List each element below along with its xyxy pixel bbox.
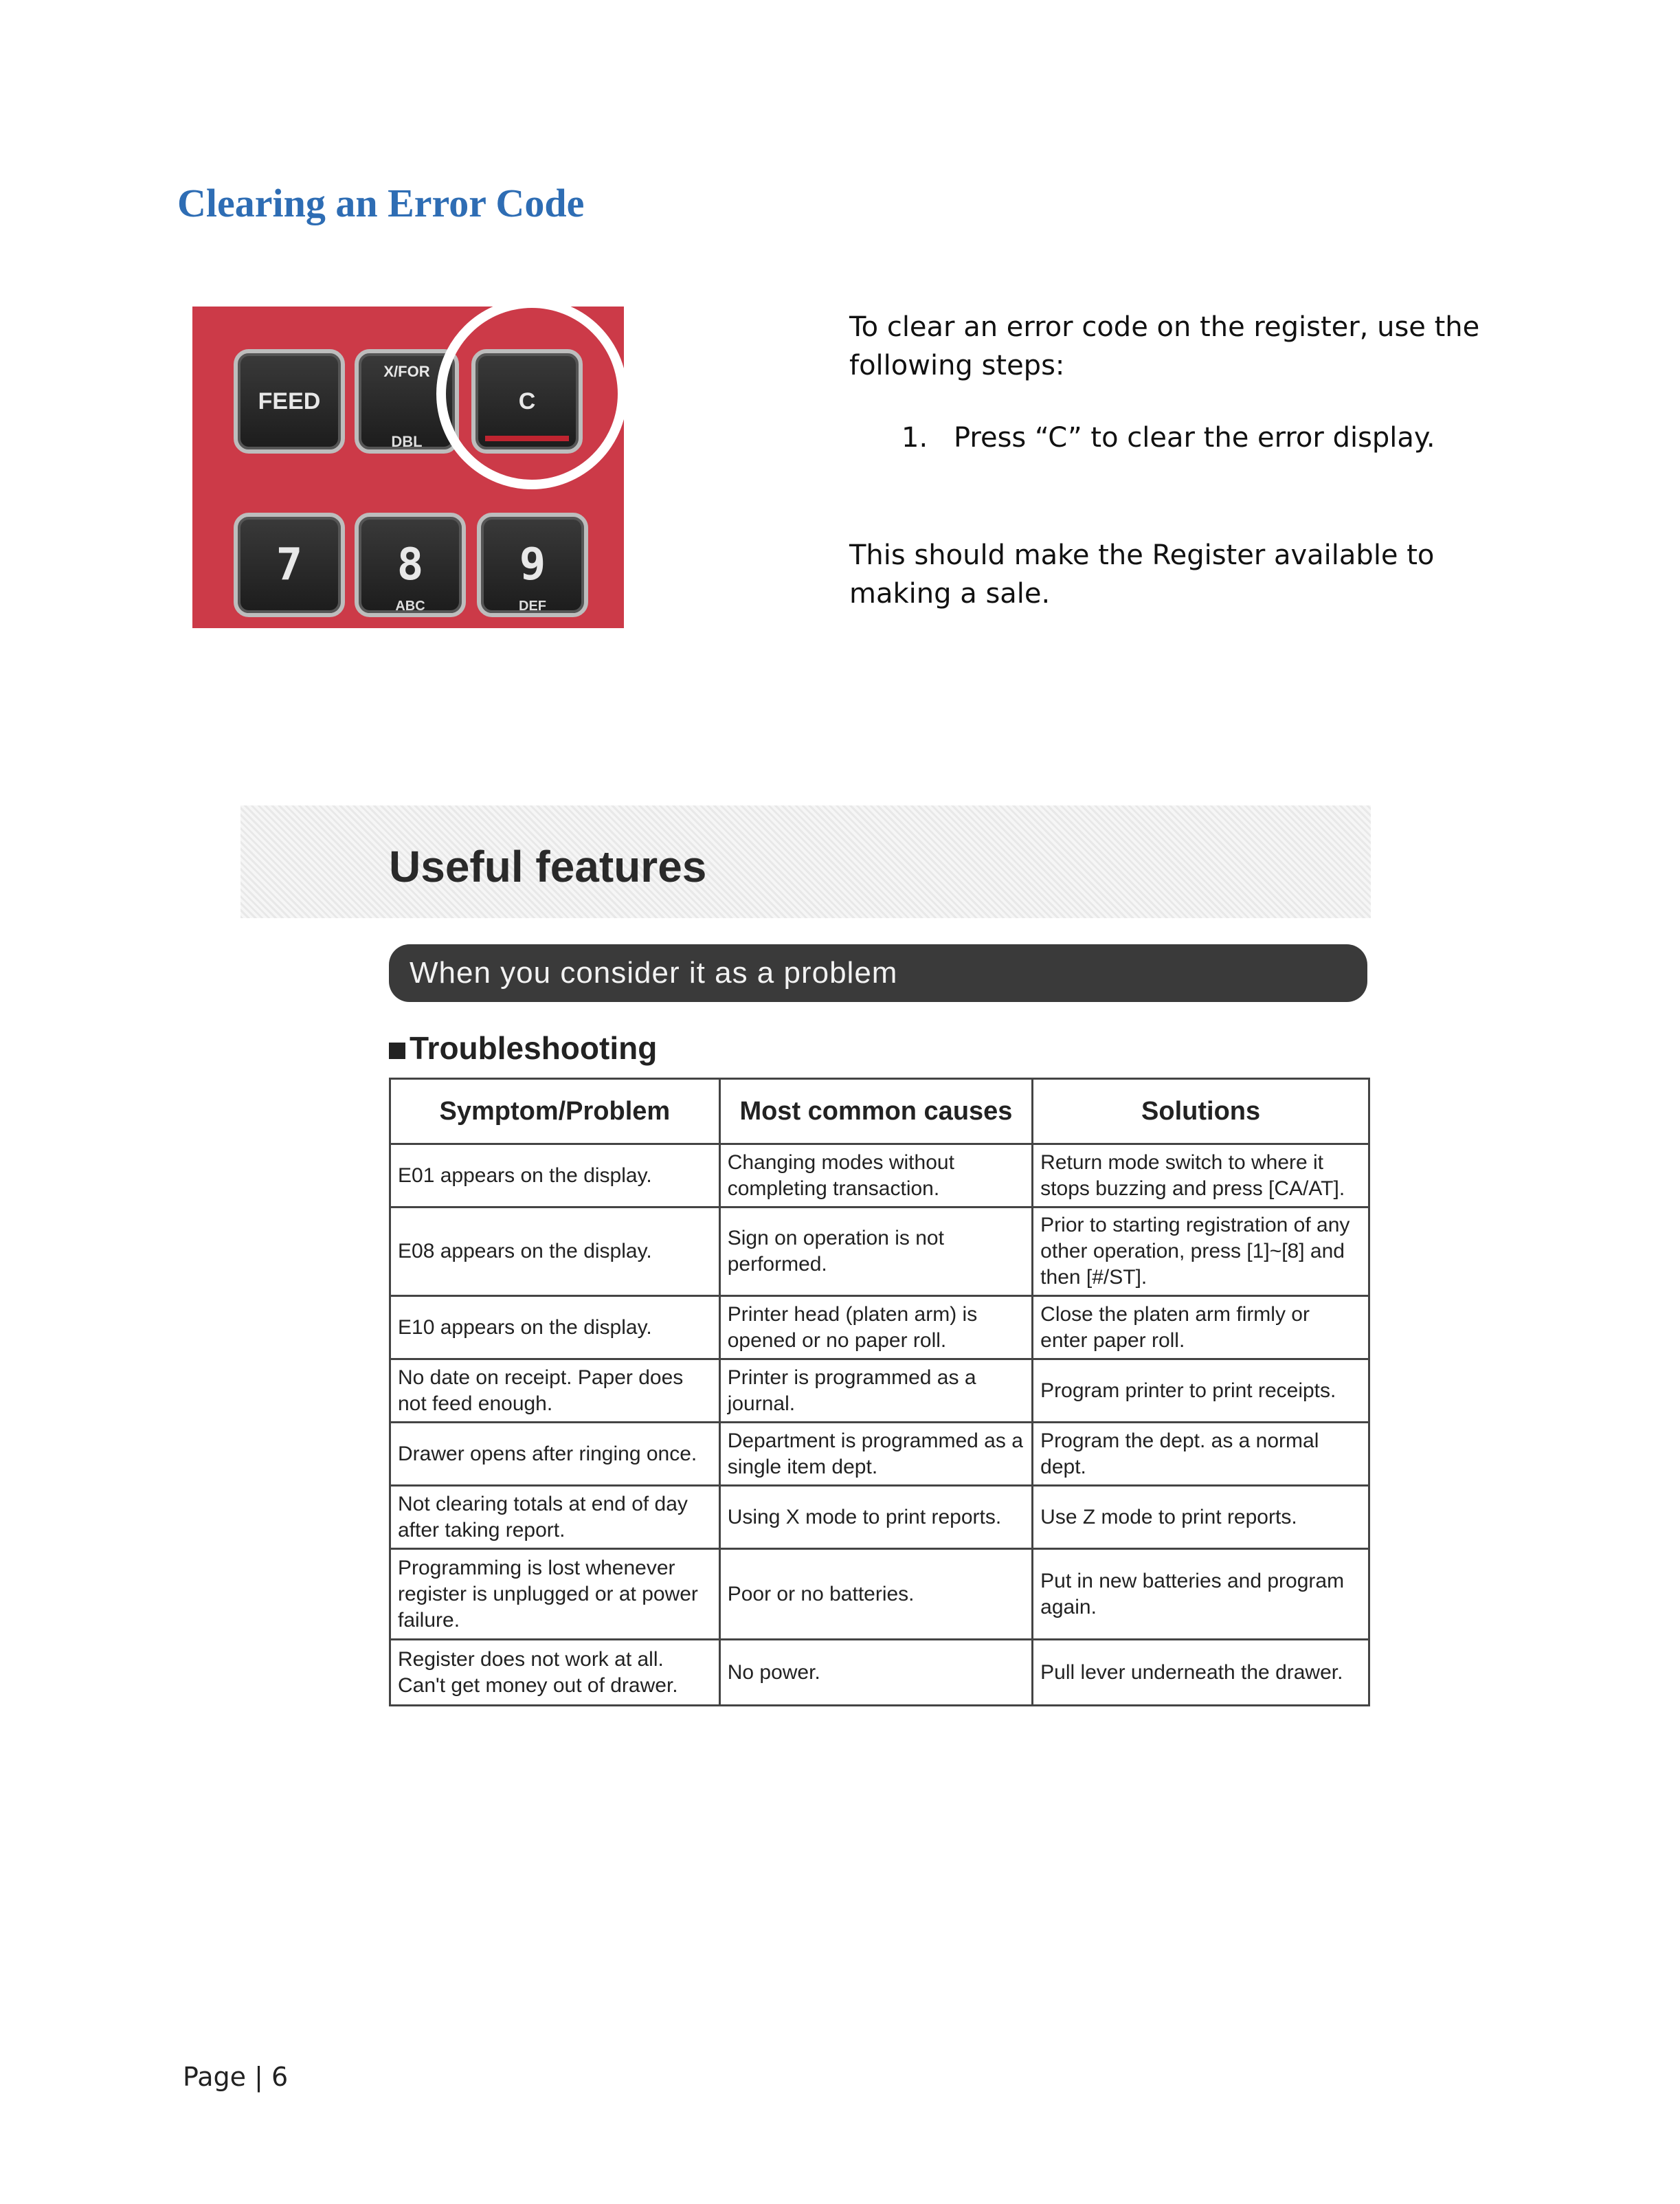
key-7-label: 7 bbox=[276, 539, 303, 590]
step-text: Press “C” to clear the error display. bbox=[954, 422, 1435, 454]
symptom-cell: Register does not work at all. Can't get money out of drawer. bbox=[390, 1640, 720, 1706]
col-header-causes: Most common causes bbox=[719, 1079, 1032, 1144]
square-bullet-icon bbox=[389, 1043, 405, 1059]
solution-cell: Return mode switch to where it stops buzzing and press [CA/AT]. bbox=[1033, 1144, 1369, 1207]
solution-cell: Program the dept. as a normal dept. bbox=[1033, 1423, 1369, 1486]
intro-text: To clear an error code on the register, use the following steps: bbox=[849, 311, 1480, 381]
highlight-circle bbox=[436, 307, 624, 489]
table-row bbox=[390, 1423, 1369, 1486]
page-number: Page | 6 bbox=[183, 2062, 289, 2092]
page-heading: Clearing an Error Code bbox=[177, 181, 585, 225]
solution-cell: Prior to starting registration of any other operation, press [1]~[8] and then [#/ST]. bbox=[1033, 1207, 1369, 1296]
feed-key bbox=[234, 349, 345, 454]
cause-cell: Printer is programmed as a journal. bbox=[719, 1359, 1032, 1423]
col-header-symptom: Symptom/Problem bbox=[390, 1079, 720, 1144]
symptom-cell: Drawer opens after ringing once. bbox=[390, 1423, 720, 1486]
solution-cell: Put in new batteries and program again. bbox=[1033, 1549, 1369, 1640]
dbl-key-label: DBL bbox=[391, 433, 423, 450]
key-9-sub: DEF bbox=[519, 599, 546, 614]
table-row bbox=[390, 1640, 1369, 1706]
cause-cell: Department is programmed as a single item dept. bbox=[719, 1423, 1032, 1486]
key-8-sub: ABC bbox=[395, 599, 425, 614]
cause-cell: Using X mode to print reports. bbox=[719, 1486, 1032, 1549]
table-row bbox=[390, 1549, 1369, 1640]
cause-cell: Sign on operation is not performed. bbox=[719, 1207, 1032, 1296]
symptom-cell: No date on receipt. Paper does not feed enough. bbox=[390, 1359, 720, 1423]
cause-cell: No power. bbox=[719, 1640, 1032, 1706]
xfor-key-label: X/FOR bbox=[383, 363, 430, 380]
solution-cell: Pull lever underneath the drawer. bbox=[1033, 1640, 1369, 1706]
key-9-label: 9 bbox=[519, 539, 546, 590]
clear-key-label: C bbox=[518, 388, 536, 414]
table-row bbox=[390, 1296, 1369, 1359]
step-number: 1. bbox=[901, 422, 928, 454]
table-row bbox=[390, 1486, 1369, 1549]
cause-cell: Printer head (platen arm) is opened or no paper roll. bbox=[719, 1296, 1032, 1359]
key-9 bbox=[477, 513, 588, 617]
table-header-row bbox=[390, 1079, 1369, 1144]
section-title: Useful features bbox=[389, 842, 707, 891]
solution-cell: Program printer to print receipts. bbox=[1033, 1359, 1369, 1423]
col-header-solutions: Solutions bbox=[1033, 1079, 1369, 1144]
symptom-cell: E01 appears on the display. bbox=[390, 1144, 720, 1207]
table-row bbox=[390, 1359, 1369, 1423]
problem-banner bbox=[389, 944, 1367, 1002]
key-8 bbox=[355, 513, 466, 617]
table-row bbox=[390, 1207, 1369, 1296]
problem-banner-text: When you consider it as a problem bbox=[410, 956, 898, 990]
solution-cell: Close the platen arm firmly or enter paper roll. bbox=[1033, 1296, 1369, 1359]
symptom-cell: Not clearing totals at end of day after taking report. bbox=[390, 1486, 720, 1549]
key-7 bbox=[234, 513, 345, 617]
cause-cell: Changing modes without completing transaction. bbox=[719, 1144, 1032, 1207]
keypad-photo bbox=[192, 307, 624, 628]
symptom-cell: E08 appears on the display. bbox=[390, 1207, 720, 1296]
solution-cell: Use Z mode to print reports. bbox=[1033, 1486, 1369, 1549]
troubleshooting-heading bbox=[389, 1029, 657, 1067]
cause-cell: Poor or no batteries. bbox=[719, 1549, 1032, 1640]
table-row bbox=[390, 1144, 1369, 1207]
troubleshooting-table bbox=[389, 1078, 1370, 1706]
key-8-label: 8 bbox=[396, 539, 424, 590]
instructions-outro: This should make the Register available to making a sale. bbox=[849, 539, 1435, 610]
symptom-cell: E10 appears on the display. bbox=[390, 1296, 720, 1359]
step-1 bbox=[901, 422, 1435, 454]
feed-key-label: FEED bbox=[258, 388, 321, 414]
instructions-intro bbox=[849, 308, 1502, 385]
symptom-cell: Programming is lost whenever register is unplugged or at power failure. bbox=[390, 1549, 720, 1640]
troubleshooting-label: Troubleshooting bbox=[410, 1030, 658, 1066]
